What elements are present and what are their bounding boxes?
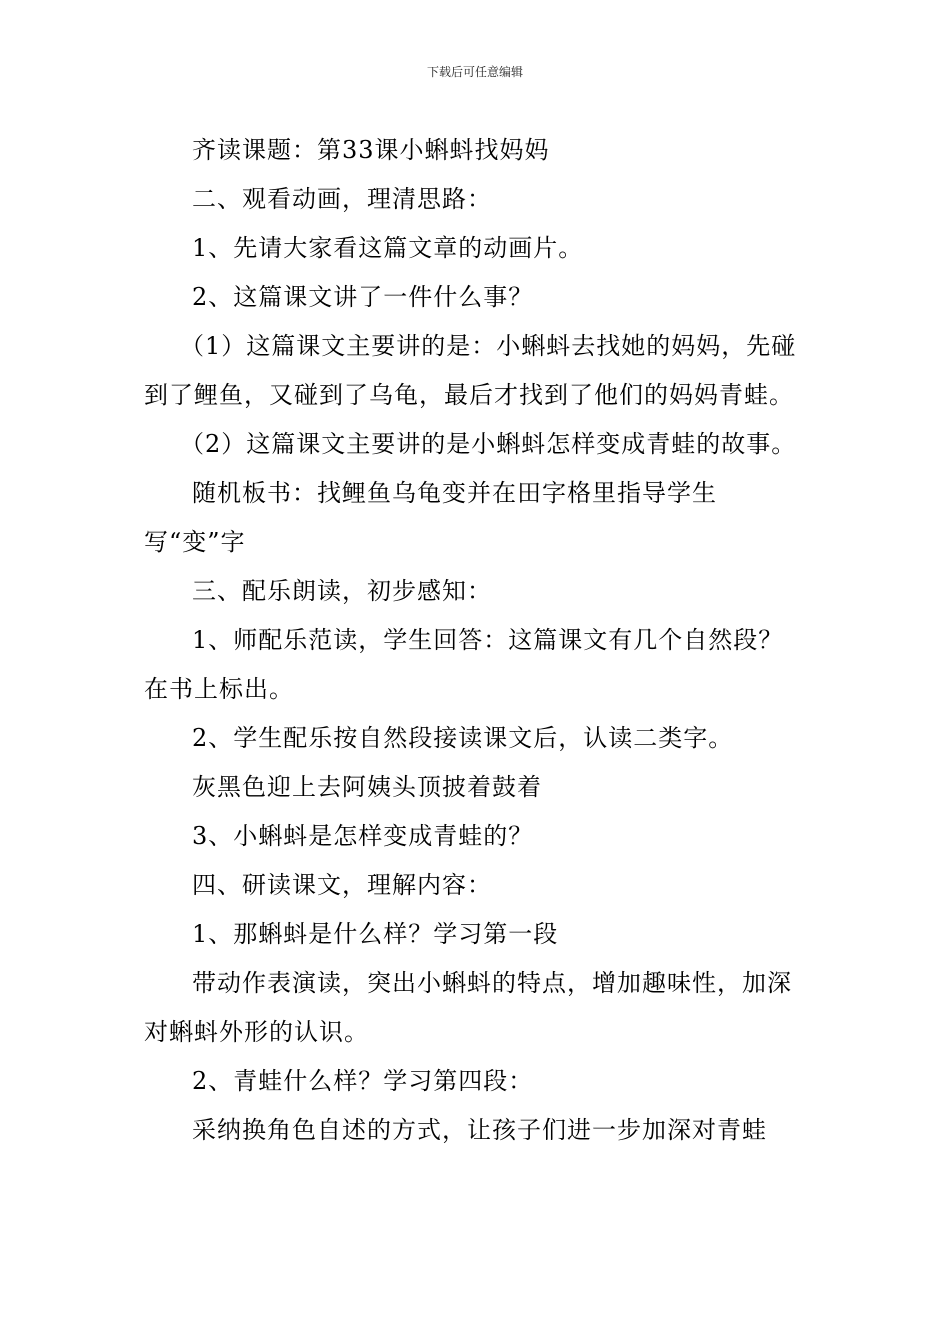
- list-item-frog-look: 2、青蛙什么样？学习第四段：: [192, 1067, 534, 1095]
- paragraph-board-writing: 随机板书：找鲤鱼乌龟变并在田字格里指导学生写“变”字: [144, 479, 717, 556]
- list-item-student-reading: 2、学生配乐按自然段接读课文后，认读二类字。: [192, 724, 734, 752]
- paragraph-act-reading: 带动作表演读，突出小蝌蚪的特点，增加趣味性，加深对蝌蚪外形的认识。: [144, 969, 792, 1046]
- section-heading-2: 二、观看动画，理清思路：: [192, 185, 492, 213]
- list-item-how-transform: 3、小蝌蚪是怎样变成青蛙的？: [192, 822, 534, 850]
- paragraph-title-reading: 齐读课题：第33课小蝌蚪找妈妈: [192, 136, 550, 164]
- page-header: 下载后可任意编辑: [426, 65, 523, 79]
- list-item-watch-animation: 1、先请大家看这篇文章的动画片。: [192, 234, 584, 262]
- paragraph-summary-1: （1）这篇课文主要讲的是：小蝌蚪去找她的妈妈，先碰到了鲤鱼，又碰到了乌龟，最后才找到了他们的妈妈青蛙。: [144, 332, 797, 409]
- section-heading-3: 三、配乐朗读，初步感知：: [192, 577, 492, 605]
- paragraph-role-play: 采纳换角色自述的方式，让孩子们进一步加深对青蛙: [192, 1116, 767, 1144]
- document-body: [144, 126, 808, 1155]
- list-item-tadpole-look: 1、那蝌蚪是什么样？学习第一段: [192, 920, 559, 948]
- vocabulary-line: 灰黑色迎上去阿姨头顶披着鼓着: [192, 773, 542, 801]
- list-item-teacher-reading: 1、师配乐范读，学生回答：这篇课文有几个自然段？在书上标出。: [144, 626, 784, 703]
- paragraph-summary-2: （2）这篇课文主要讲的是小蝌蚪怎样变成青蛙的故事。: [180, 430, 797, 458]
- list-item-what-story: 2、这篇课文讲了一件什么事？: [192, 283, 534, 311]
- section-heading-4: 四、研读课文，理解内容：: [192, 871, 492, 899]
